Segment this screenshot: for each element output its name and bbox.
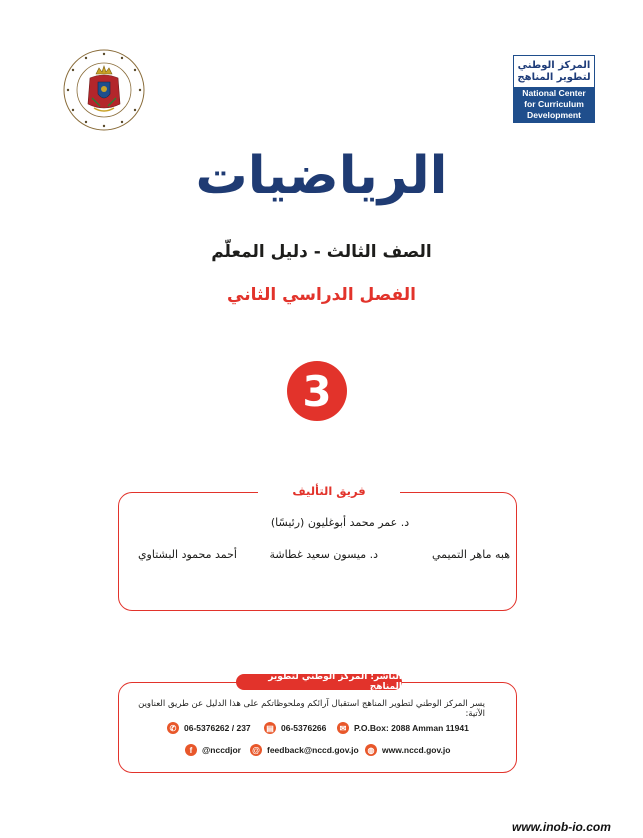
nccd-logo — [513, 55, 595, 123]
pobox-contact — [337, 722, 469, 734]
author-name: أحمد محمود البشتاوي — [137, 548, 237, 561]
at-icon: @ — [250, 744, 262, 756]
lead-author: د. عمر محمد أبوغليون (رئيسًا) — [270, 516, 410, 529]
fax-icon: ▤ — [264, 722, 276, 734]
book-subtitle: الصف الثالث - دليل المعلّم — [211, 242, 432, 262]
logo-en-line3: Development — [527, 110, 581, 120]
book-title: الرياضيات — [195, 146, 448, 206]
fax-contact — [264, 722, 326, 734]
website-contact[interactable] — [365, 744, 450, 756]
email-contact[interactable] — [250, 744, 359, 756]
phone-contact — [167, 722, 251, 734]
phone-icon: ✆ — [167, 722, 179, 734]
semester-label: الفصل الدراسي الثاني — [227, 285, 416, 305]
author-name: هبه ماهر التميمي — [431, 548, 510, 561]
fax-number: 06-5376266 — [281, 723, 327, 733]
logo-en-line2: for Curriculum — [524, 99, 584, 109]
watermark: www.inob-io.com — [512, 820, 611, 834]
phone-number: 06-5376262 / 237 — [184, 723, 251, 733]
contact-intro: يسر المركز الوطني لتطوير المناهج استقبال آرائكم وملحوظاتكم على هذا الدليل عن طريق العناوين الآتية: — [138, 699, 485, 719]
email-address[interactable]: feedback@nccd.gov.jo — [267, 745, 359, 755]
facebook-handle[interactable]: @nccdjor — [202, 745, 241, 755]
publisher-label: الناشر: المركز الوطني لتطوير المناهج — [236, 674, 402, 690]
logo-ar-line1: المركز الوطني — [517, 59, 591, 71]
logo-ar-line2: لتطوير المناهج — [517, 71, 591, 83]
mail-icon: ✉ — [337, 722, 349, 734]
facebook-contact[interactable] — [185, 744, 241, 756]
author-name: د. ميسون سعيد غطاشة — [269, 548, 378, 561]
ministry-seal-icon — [62, 48, 146, 132]
globe-icon: ◍ — [365, 744, 377, 756]
grade-number-badge: 3 — [287, 361, 347, 421]
pobox-address: P.O.Box: 2088 Amman 11941 — [354, 723, 469, 733]
website-url[interactable]: www.nccd.gov.jo — [382, 745, 451, 755]
authors-label: فريق التأليف — [258, 484, 400, 498]
facebook-icon: f — [185, 744, 197, 756]
logo-en-line1: National Center — [522, 88, 586, 98]
